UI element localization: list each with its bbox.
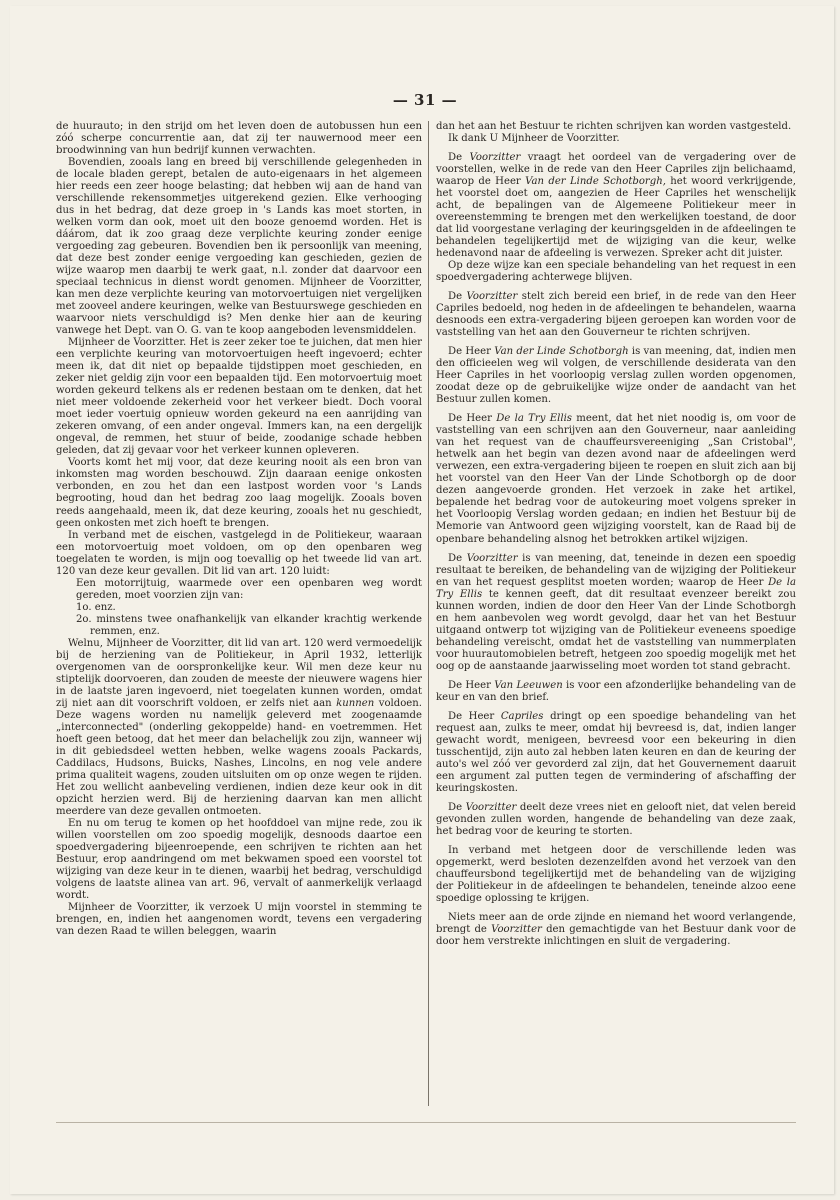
quoted-article-item: 1o. enz. [76,601,116,613]
paragraph: De Voorzitter vraagt het oordeel van de vergadering over de voorstellen, welke in de rede van den Heer Capriles zijn belichaamd, waarop de Heer Van der Linde Schotborgh, het woord verkrijgende, het voorstel doet om, aangezien de Heer Capriles het wenschelijk acht, de bepalingen van de Algemeene Politiekeur meer in overeenstemming te brengen met den werkelijken toestand, de door dat lid voorgestane verlaging der keuringsgelden in de afdeelingen te behandelen tegelijkertijd met de wijziging van die keur, welke hedenavond naar de afdeeling is verwezen. Spreker acht dit juister. [436,152,796,260]
quoted-article-item: 2o. minstens twee onafhankelijk van elkander krachtig werkende remmen, enz. [76,613,422,637]
paragraph: In verband met hetgeen door de verschillende leden was opgemerkt, werd besloten dezenzelfden avond het verzoek van den chauffeursbond tegelijkertijd met de behandeling van de wijziging der Politiekeur in de afdeelingen te behandelen, teneinde alzoo eene spoedige oplossing te krijgen. [436,844,796,904]
paragraph: Niets meer aan de orde zijnde en niemand het woord verlangende, brengt de Voorzitter den gemachtigde van het Bestuur dank voor de door hem verstrekte inlichtingen en sluit de vergadering. [436,911,797,947]
paragraph: De Heer Van Leeuwen is voor een afzonderlijke behandeling van de keur en van den brief. [436,679,796,703]
right-text-column [436,121,797,947]
column-divider [428,121,429,1106]
paragraph: Mijnheer de Voorzitter. Het is zeer zeker toe te juichen, dat men hier een verplichte keuring van motorvoertuigen heeft ingevoerd; echter meen ik, dat dit niet op bepaalde tijdstippen moet geschieden, en zeker niet geldig zijn voor een bepaalden tijd. Een motorvoertuig moet worden gekeurd telkens als er redenen bestaan om te denken, dat het niet meer voldoende zekerheid voor het verkeer biedt. Doch vooral moet ieder voertuig opnieuw worden gekeurd na een aanrijding van zekeren omvang, of een ander ongeval. Immers kan, na een dergelijk ongeval, de remmen, het stuur of beide, zoodanige schade hebben geleden, dat zij gevaar voor het verkeer kunnen opleveren. [56,337,422,457]
page-bottom-rule [56,1122,796,1123]
left-text-column [56,121,422,1106]
paragraph: Mijnheer de Voorzitter, ik verzoek U mijn voorstel in stemming te brengen, en, indien het aangenomen wordt, tevens een vergadering van dezen Raad te willen beleggen, waarin [56,902,422,938]
paragraph: De Heer De la Try Ellis meent, dat het niet noodig is, om voor de vaststelling van een schrijven aan den Gouverneur, naar aanleiding van het request van de chauffeursvereeniging „San Cristobal", hetwelk aan het begin van dezen avond naar de afdeelingen werd verwezen, een extra-vergadering bijeen te roepen en sluit zich aan bij het voorstel van den Heer Van der Linde Schotborgh op de door dezen aangevoerde gronden. Het verzoek in zake het artikel, bepalende het bedrag voor de autokeuring moet volgens spreker in het Voorloopig Verslag worden gedaan; en indien het Bestuur bij de Memorie van Antwoord geen wijziging voorstelt, kan de Raad bij de openbare behandeling alsnog het betrokken artikel wijzigen. [436,413,797,545]
paragraph: De Voorzitter is van meening, dat, teneinde in dezen een spoedig resultaat te bereiken, de behandeling van de wijziging der Politiekeur en van het request gesplitst moeten worden; waarop de Heer De la Try Ellis te kennen geeft, dat dit resultaat evenzeer bereikt zou kunnen worden, indien de door den Heer Van der Linde Schotborgh en hem aanbevolen weg wordt gevolgd, daar het van het Bestuur uitgaand ontwerp tot wijziging van de Politiekeur eveneens spoedige behandeling vereischt, omdat het de vaststelling van nummerplaten voor huurautomobielen betreft, hetgeen zoo spoedig mogelijk met het oog op de aanstaande jaarwisseling moet worden tot stand gebracht. [436,552,796,672]
paragraph: Ik dank U Mijnheer de Voorzitter. [448,133,620,145]
paragraph: De Heer Van der Linde Schotborgh is van meening, dat, indien men den officieelen weg wil volgen, de verschillende desiderata van den Heer Capriles in het voorloopig verslag zullen worden opgenomen, zoodat deze op de gebruikelijke wijze onder de aandacht van het Bestuur zullen komen. [436,346,796,406]
paragraph: Op deze wijze kan een speciale behandeling van het request in een spoedvergadering achterwege blijven. [436,260,796,284]
paragraph: Welnu, Mijnheer de Voorzitter, dit lid van art. 120 werd vermoedelijk bij de herziening van de Politiekeur, in April 1932, letterlijk overgenomen van de oorspronkelijke keur. Wil men deze keur nu stiptelijk doorvoeren, dan zouden de meeste der nieuwere wagens hier in de laatste jaren ingevoerd, niet toegelaten kunnen worden, omdat zij niet aan dit voorschrift voldoen, er zelfs niet aan kunnen voldoen. Deze wagens worden nu namelijk geleverd met zoogenaamde „interconnected" (onderling gekoppelde) hand- en voetremmen. Het hoeft geen betoog, dat het meer dan belachelijk zou zijn, wanneer wij in dit gebiedsdeel wetten hebben, welke wagens zooals Packards, Caddilacs, Hudsons, Buicks, Nashes, Lincolns, en nog vele andere prima qualiteit wagens, zouden uitsluiten om op onze wegen te rijden. Het zou wellicht aanbeveling verdienen, indien deze keur ook in dit opzicht herzien werd. Bij de herziening daarvan kan men allicht meerdere van deze gevallen ontmoeten. [56,637,422,817]
quoted-article-text: Een motorrijtuig, waarmede over een openbaren weg wordt gereden, moet voorzien zijn van: [76,577,422,601]
paragraph: De Heer Capriles dringt op een spoedige behandeling van het request aan, zulks te meer, omdat hij bevreesd is, dat, indien langer gewacht wordt, menigeen, bevreesd voor een bekeuring in dien tusschentijd, zijn auto zal hebben laten keuren en dan de keuring der auto's wel zóó ver gevorderd zal zijn, dat het Gouvernement daaruit een argument zal putten tegen de vermindering of afschaffing der keuringskosten. [436,710,796,794]
document-page [10,6,834,1194]
paragraph: dan het aan het Bestuur te richten schrijven kan worden vastgesteld. [436,121,792,132]
paragraph: En nu om terug te komen op het hoofddoel van mijne rede, zou ik willen voorstellen om zoo spoedig mogelijk, desnoods daartoe een spoedvergadering bijeenroepende, een schrijven te richten aan het Bestuur, erop aandringend om met bekwamen spoed een voorstel tot wijziging van deze keur in te dienen, waarbij het bedrag, verschuldigd volgens de laatste alinea van art. 96, vervalt of aanmerkelijk verlaagd wordt. [56,817,422,901]
paragraph: In verband met de eischen, vastgelegd in de Politiekeur, waaraan een motorvoertuig moet voldoen, om op den openbaren weg toegelaten te worden, is mijn oog toevallig op het tweede lid van art. 120 van deze keur gevallen. Dit lid van art. 120 luidt: [56,529,422,577]
page-number: — 31 — [392,91,458,109]
paragraph: Bovendien, zooals lang en breed bij verschillende gelegenheden in de locale bladen gerept, betalen de auto-eigenaars in het algemeen hier reeds een zeer hooge belasting; dat hebben wij aan de hand van verschillende rekensommetjes uitgerekend gezien. Elke verhooging dus in het bedrag, dat deze groep in 's Lands kas moet storten, in welken vorm dan ook, moet uit den booze genoemd worden. Het is dáárom, dat ik zoo graag deze verplichte keuring zonder eenige vergoeding zag gebeuren. Bovendien ben ik persoonlijk van meening, dat deze best zonder eenige vergoeding kan geschieden, gezien de wijze waarop men daarbij te werk gaat, n.l. zonder dat daarvoor een speciaal technicus in dienst wordt genomen. Mijnheer de Voorzitter, kan men deze verplichte keuring van motorvoertuigen niet vergelijken met zooveel andere keuringen, welke van Bestuurswege geschieden en waarvoor niets verschuldigd is? Men denke hier aan de keuring vanwege het Dept. van O. G. van te koop aangeboden levensmiddelen. [56,157,422,337]
paragraph: De Voorzitter deelt deze vrees niet en gelooft niet, dat velen bereid gevonden zullen worden, hangende de behandeling van deze zaak, het bedrag voor de keuring te storten. [436,801,796,837]
paragraph: Voorts komt het mij voor, dat deze keuring nooit als een bron van inkomsten mag worden beschouwd. Zijn daaraan eenige onkosten verbonden, en zou het dan een lastpost worden voor 's Lands begrooting, houd dan het bedrag zoo laag mogelijk. Zooals boven reeds aangehaald, meen ik, dat deze keuring, zooals het nu geschiedt, geen onkosten met zich hoeft te brengen. [56,457,422,529]
paragraph: de huurauto; in den strijd om het leven doen de autobussen hun een zóó scherpe concurrentie aan, dat zij ter nauwernood meer een broodwinning van hun bedrijf kunnen verwachten. [56,121,422,157]
paragraph: De Voorzitter stelt zich bereid een brief, in de rede van den Heer Capriles bedoeld, nog heden in de afdeelingen te behandelen, waarna desnoods een extra-vergadering bijeen geroepen kan worden voor de vaststelling van het aan den Gouverneur te richten schrijven. [436,291,796,339]
